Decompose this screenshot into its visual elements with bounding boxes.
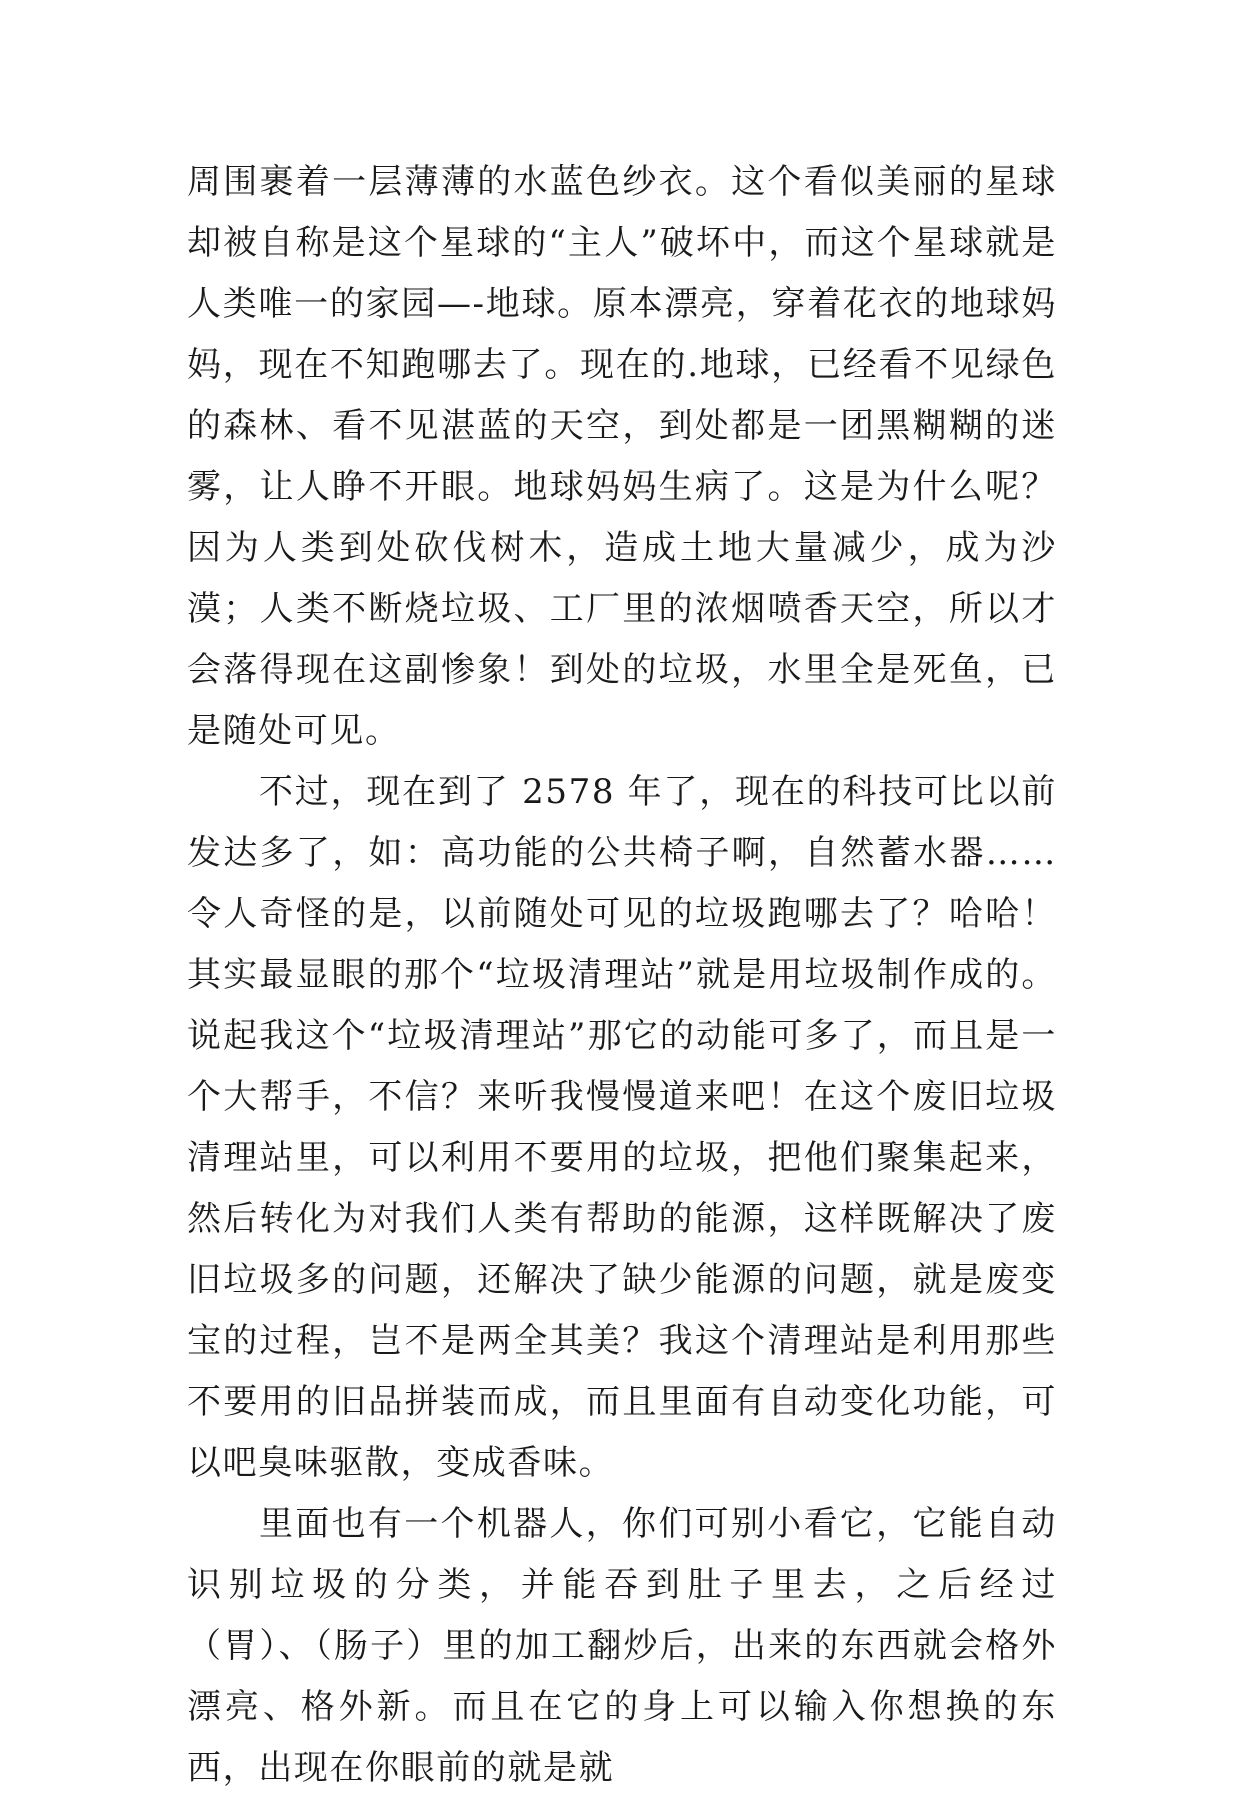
paragraph-2: 不过，现在到了 2578 年了，现在的科技可比以前发达多了，如：高功能的公共椅子啊，自然蓄水器……令人奇怪的是，以前随处可见的垃圾跑哪去了？哈哈！其实最显眼的那个“垃圾清理站”就是用垃圾制作成的。说起我这个“垃圾清理站”那它的动能可多了，而且是一个大帮手，不信？来听我慢慢道来吧！在这个废旧垃圾清理站里，可以利用不要用的垃圾，把他们聚集起来，然后转化为对我们人类有帮助的能源，这样既解决了废旧垃圾多的问题，还解决了缺少能源的问题，就是废变宝的过程，岂不是两全其美？我这个清理站是利用那些不要用的旧品拼装而成，而且里面有自动变化功能，可以吧臭味驱散，变成香味。 [187,772,1057,1483]
document-body [187,152,1057,1799]
paragraph-3: 里面也有一个机器人，你们可别小看它，它能自动识别垃圾的分类，并能吞到肚子里去，之后经过（胃）、（肠子）里的加工翻炒后，出来的东西就会格外漂亮、格外新。而且在它的身上可以输入你想换的东西，出现在你眼前的就是就 [187,1504,1057,1788]
paragraph-1: 周围裹着一层薄薄的水蓝色纱衣。这个看似美丽的星球却被自称是这个星球的“主人”破坏中，而这个星球就是人类唯一的家园—-地球。原本漂亮，穿着花衣的地球妈妈，现在不知跑哪去了。现在的.地球，已经看不见绿色的森林、看不见湛蓝的天空，到处都是一团黑糊糊的迷雾，让人睁不开眼。地球妈妈生病了。这是为什么呢？因为人类到处砍伐树木，造成土地大量减少，成为沙漠；人类不断烧垃圾、工厂里的浓烟喷香天空，所以才会落得现在这副惨象！到处的垃圾，水里全是死鱼，已是随处可见。 [187,162,1057,751]
